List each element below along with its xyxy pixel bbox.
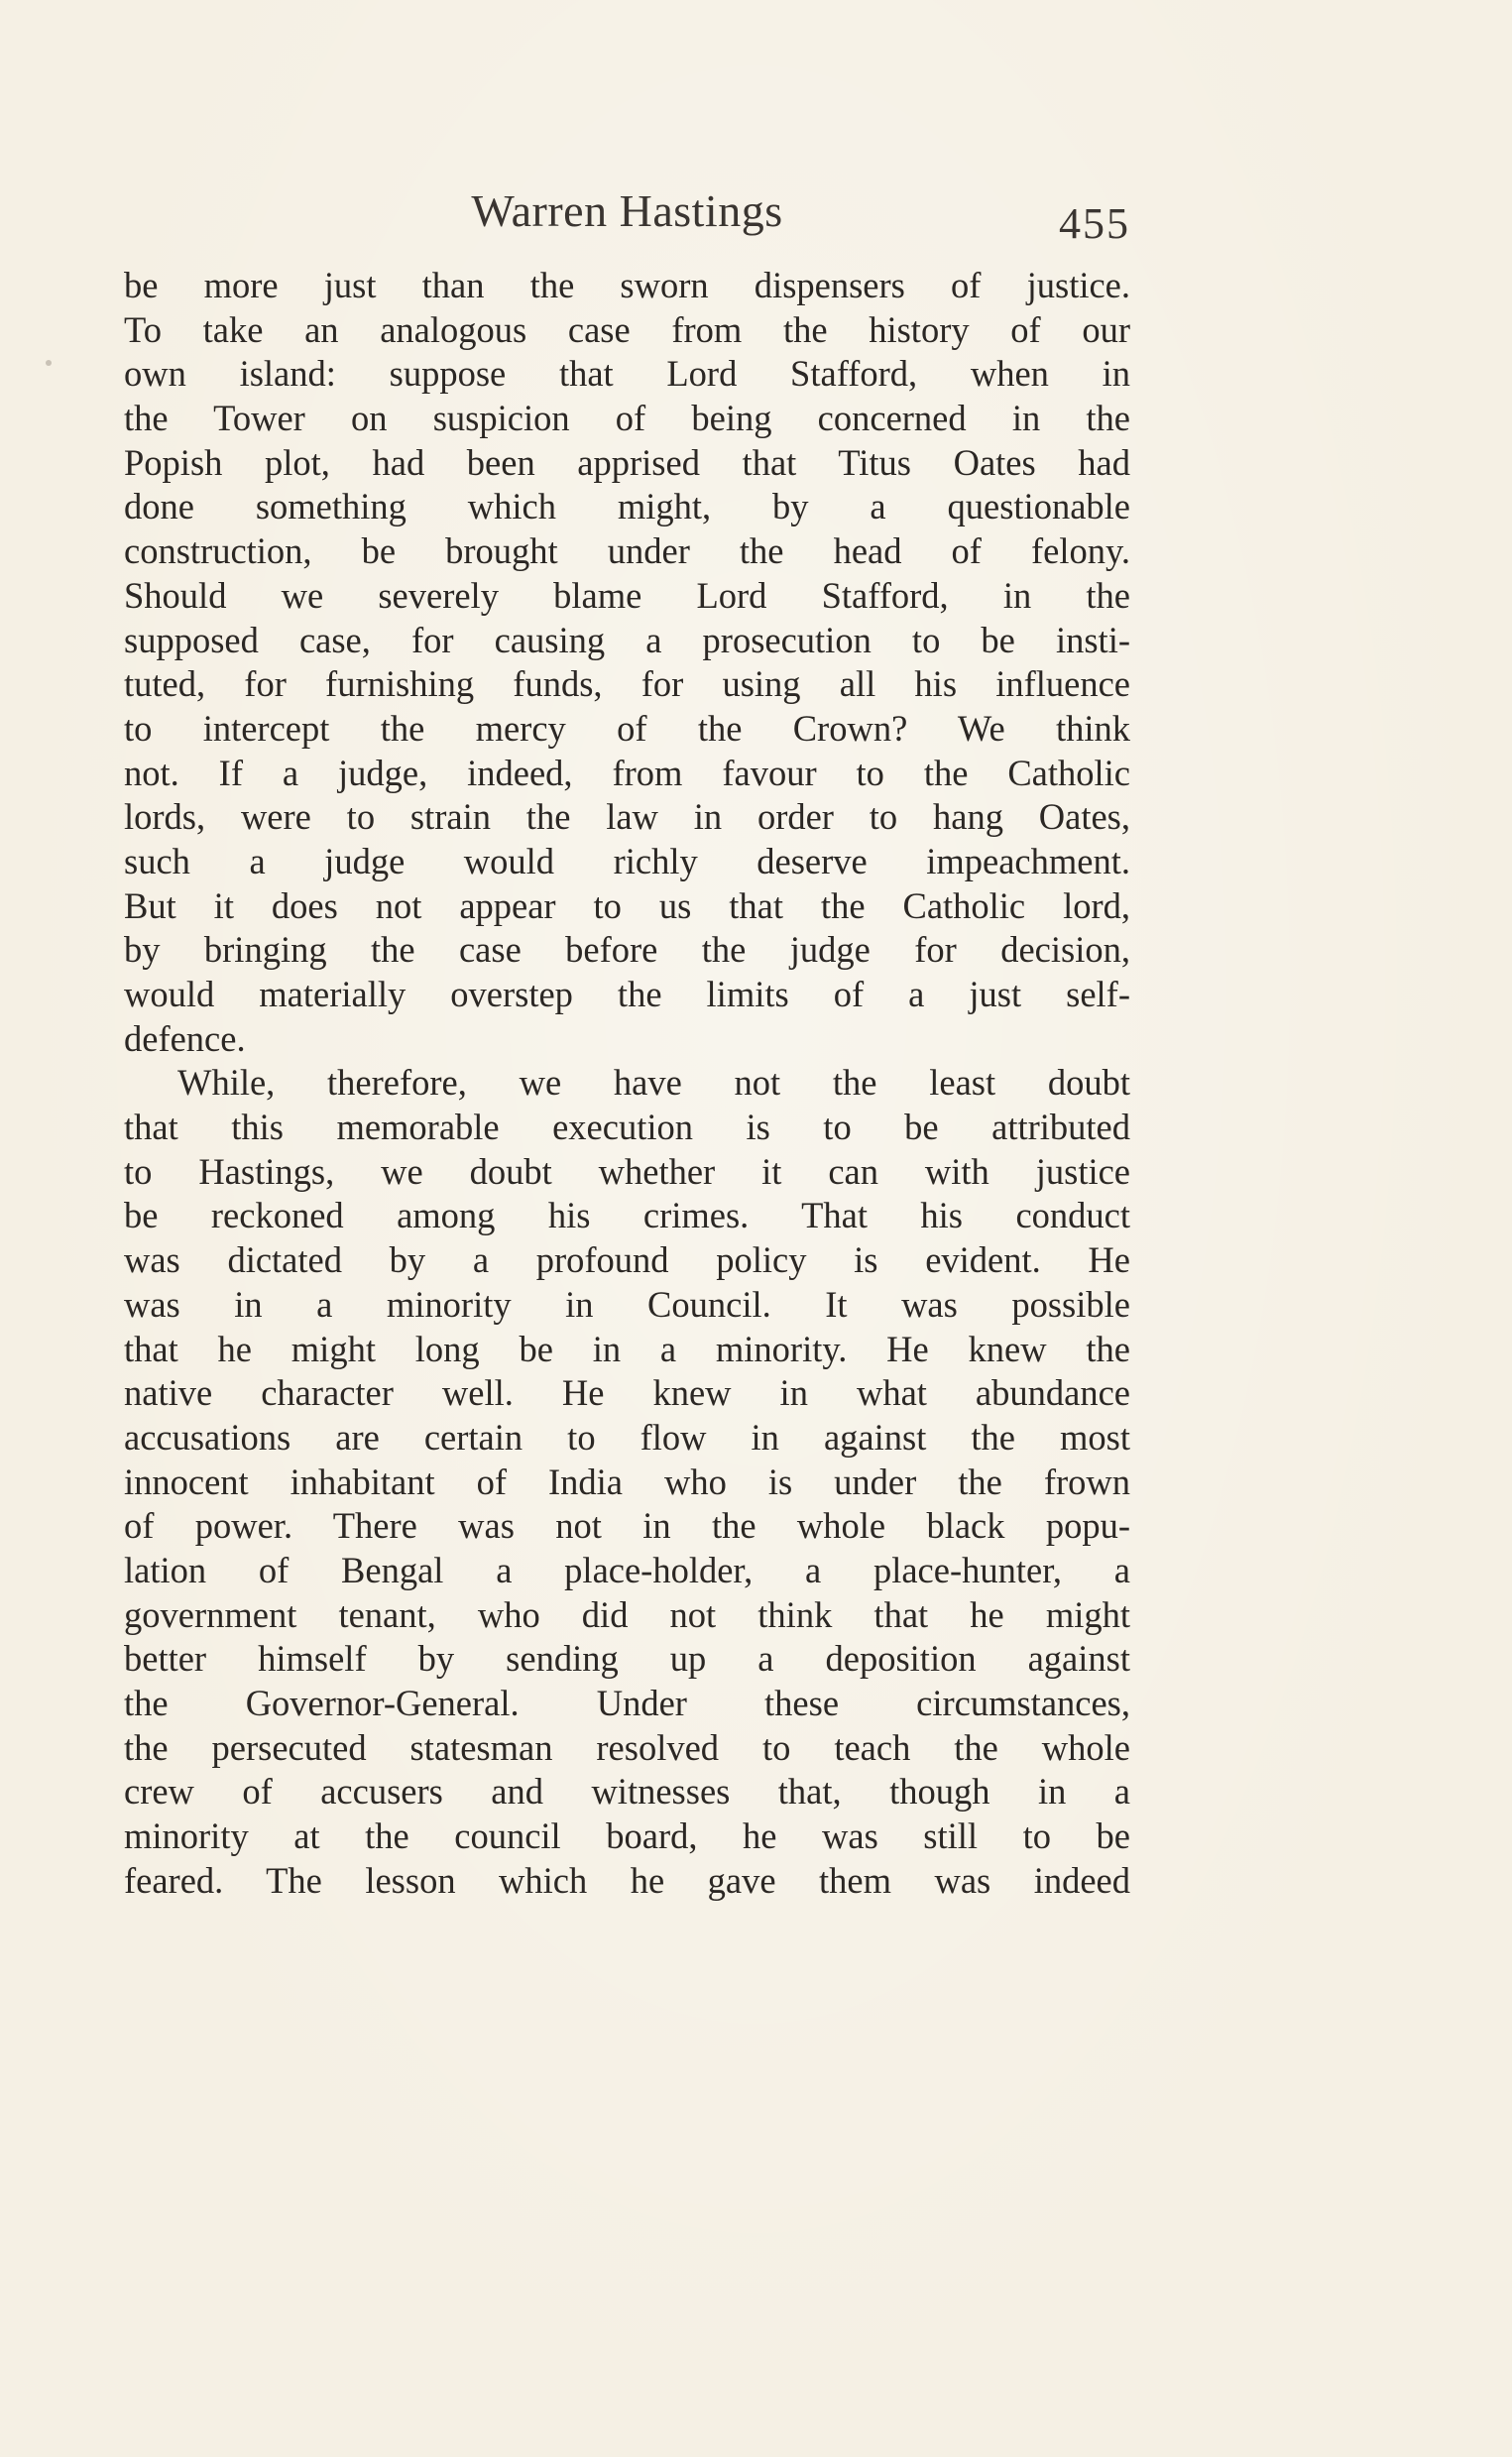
text-line: own island: suppose that Lord Stafford, when in <box>124 353 1130 395</box>
text-line: such a judge would richly deserve impeachment. <box>124 840 1130 881</box>
text-line: done something which might, by a questionable <box>124 486 1130 527</box>
text-line: feared. The lesson which he gave them was indeed <box>124 1859 1130 1901</box>
text-line: lords, were to strain the law in order to hang Oates, <box>124 796 1130 838</box>
text-line: accusations are certain to flow in against the most <box>124 1416 1130 1458</box>
text-line: lation of Bengal a place-holder, a place-hunter, a <box>124 1549 1130 1590</box>
text-line: But it does not appear to us that the Catholic lord, <box>124 884 1130 926</box>
paragraph-end-line: defence. <box>124 1017 246 1059</box>
paper-speck <box>46 360 52 366</box>
text-line: crew of accusers and witnesses that, though in a <box>124 1771 1130 1813</box>
text-line: supposed case, for causing a prosecution to be insti- <box>124 619 1130 660</box>
text-line: be more just than the sworn dispensers of justice. <box>124 265 1130 305</box>
text-line: to intercept the mercy of the Crown? We think <box>124 707 1130 749</box>
text-line: would materially overstep the limits of a just self- <box>124 974 1130 1014</box>
text-line: the persecuted statesman resolved to teach the whole <box>124 1726 1130 1768</box>
text-line: minority at the council board, he was still to be <box>124 1815 1130 1857</box>
text-line: of power. There was not in the whole black popu- <box>124 1505 1130 1547</box>
text-line: to Hastings, we doubt whether it can with justice <box>124 1150 1130 1192</box>
text-line: the Tower on suspicion of being concerned in the <box>124 398 1130 439</box>
text-line: native character well. He knew in what abundance <box>124 1372 1130 1414</box>
body-text <box>124 264 1130 1903</box>
text-line: better himself by sending up a deposition against <box>124 1638 1130 1680</box>
running-head <box>124 184 1130 248</box>
text-line: not. If a judge, indeed, from favour to the Catholic <box>124 752 1130 793</box>
text-line: was in a minority in Council. It was possible <box>124 1283 1130 1325</box>
text-line: Popish plot, had been apprised that Titus Oates had <box>124 441 1130 483</box>
text-line: the Governor-General. Under these circumstances, <box>124 1683 1130 1723</box>
text-line: that this memorable execution is to be attributed <box>124 1107 1130 1148</box>
text-line: Should we severely blame Lord Stafford, in the <box>124 574 1130 616</box>
running-title: Warren Hastings <box>471 185 783 236</box>
text-line: construction, be brought under the head of felony. <box>124 530 1130 572</box>
text-line: that he might long be in a minority. He knew the <box>124 1328 1130 1369</box>
text-line: was dictated by a profound policy is evident. He <box>124 1239 1130 1281</box>
text-line: government tenant, who did not think that he might <box>124 1593 1130 1635</box>
page-number: 455 <box>1059 199 1130 248</box>
text-line: innocent inhabitant of India who is under the frown <box>124 1461 1130 1502</box>
text-line: by bringing the case before the judge for decision, <box>124 929 1130 971</box>
text-line: be reckoned among his crimes. That his conduct <box>124 1195 1130 1236</box>
paragraph-start-line: While, therefore, we have not the least doubt <box>177 1062 1130 1104</box>
text-line: To take an analogous case from the history of our <box>124 308 1130 350</box>
text-line: tuted, for furnishing funds, for using all his influence <box>124 663 1130 705</box>
